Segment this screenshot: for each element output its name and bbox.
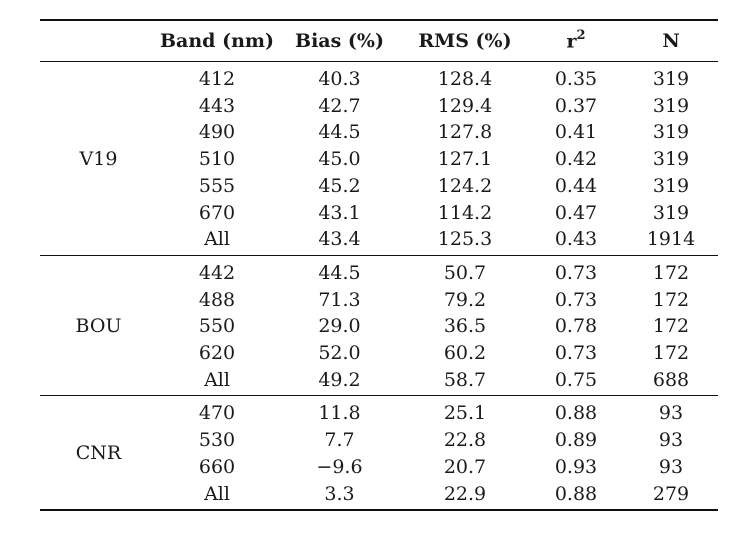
header-n: N (662, 30, 680, 52)
header-r2 (528, 21, 624, 61)
cell-rms: 129.4 (437, 94, 493, 117)
cell-r2: 0.47 (554, 201, 598, 224)
cell-bias: 71.3 (318, 288, 361, 311)
cell-bias: 3.3 (324, 482, 355, 505)
cell-rms: 60.2 (443, 342, 487, 365)
cell-n: 319 (652, 121, 690, 144)
cell-r2: 0.73 (554, 261, 598, 284)
table-row (40, 400, 718, 427)
cell-n: 319 (652, 148, 690, 171)
data-table (40, 21, 718, 509)
cell-band: 550 (198, 315, 236, 338)
cell-bias: 42.7 (318, 94, 361, 117)
cell-band: 660 (198, 455, 236, 478)
group-label: CNR (75, 442, 122, 465)
cell-n: 93 (658, 455, 684, 478)
cell-band: 442 (198, 261, 236, 284)
cell-rms: 20.7 (443, 455, 487, 478)
cell-rms: 22.8 (443, 429, 487, 452)
cell-r2: 0.78 (554, 315, 598, 338)
header-bias: Bias (%) (295, 30, 384, 52)
cell-band: 490 (198, 121, 236, 144)
header-r2-base: r (566, 30, 577, 53)
cell-bias: 29.0 (318, 315, 361, 338)
cell-r2: 0.75 (554, 368, 598, 391)
cell-rms: 79.2 (443, 288, 487, 311)
bottom-rule (40, 509, 718, 511)
cell-bias: 11.8 (318, 402, 361, 425)
cell-r2: 0.88 (554, 402, 598, 425)
header-band: Band (nm) (160, 30, 274, 52)
cell-n: 93 (658, 429, 684, 452)
cell-rms: 22.9 (443, 482, 487, 505)
header-empty (40, 21, 157, 61)
cell-r2: 0.41 (554, 121, 598, 144)
cell-rms: 58.7 (443, 368, 487, 391)
cell-bias: −9.6 (316, 455, 363, 478)
cell-band: All (204, 228, 230, 251)
cell-r2: 0.73 (554, 342, 598, 365)
cell-rms: 50.7 (443, 261, 487, 284)
cell-n: 1914 (646, 228, 696, 251)
cell-rms: 127.1 (437, 148, 493, 171)
cell-band: All (204, 482, 230, 505)
cell-n: 279 (652, 482, 690, 505)
group-label: V19 (79, 148, 118, 171)
cell-n: 688 (652, 368, 690, 391)
cell-band: 470 (198, 402, 236, 425)
cell-rms: 125.3 (437, 228, 493, 251)
cell-bias: 45.0 (318, 148, 361, 171)
cell-r2: 0.44 (554, 174, 598, 197)
cell-n: 319 (652, 174, 690, 197)
cell-band: 530 (198, 429, 236, 452)
cell-band: All (204, 368, 230, 391)
cell-band: 620 (198, 342, 236, 365)
cell-n: 172 (652, 261, 690, 284)
group-label: BOU (75, 315, 122, 338)
cell-bias: 45.2 (318, 174, 361, 197)
cell-bias: 40.3 (318, 68, 361, 90)
cell-n: 319 (652, 68, 690, 90)
cell-n: 172 (652, 288, 690, 311)
table-row (40, 260, 718, 287)
cell-rms: 114.2 (437, 201, 493, 224)
table-body (40, 61, 718, 509)
cell-band: 670 (198, 201, 236, 224)
cell-r2: 0.37 (554, 94, 598, 117)
cell-band: 412 (198, 68, 236, 90)
cell-bias: 44.5 (318, 121, 361, 144)
cell-n: 319 (652, 94, 690, 117)
header-r2-sup: 2 (576, 28, 586, 44)
cell-n: 172 (652, 315, 690, 338)
cell-r2: 0.89 (554, 429, 598, 452)
cell-r2: 0.42 (554, 148, 598, 171)
cell-bias: 7.7 (324, 429, 355, 452)
cell-r2: 0.73 (554, 288, 598, 311)
cell-bias: 49.2 (318, 368, 361, 391)
cell-r2: 0.93 (554, 455, 598, 478)
cell-band: 488 (198, 288, 236, 311)
cell-n: 93 (658, 402, 684, 425)
cell-band: 443 (198, 94, 236, 117)
cell-r2: 0.88 (554, 482, 598, 505)
table-row (40, 66, 718, 93)
cell-band: 555 (198, 174, 236, 197)
cell-rms: 25.1 (443, 402, 487, 425)
cell-rms: 128.4 (437, 68, 493, 90)
cell-rms: 36.5 (443, 315, 487, 338)
header-rms: RMS (%) (418, 30, 512, 52)
statistics-table (40, 19, 718, 511)
cell-rms: 124.2 (437, 174, 493, 197)
cell-bias: 44.5 (318, 261, 361, 284)
cell-r2: 0.43 (554, 228, 598, 251)
cell-n: 319 (652, 201, 690, 224)
cell-bias: 52.0 (318, 342, 361, 365)
cell-r2: 0.35 (554, 68, 598, 90)
cell-n: 172 (652, 342, 690, 365)
cell-bias: 43.1 (318, 201, 361, 224)
cell-bias: 43.4 (318, 228, 361, 251)
cell-rms: 127.8 (437, 121, 493, 144)
header-row (40, 21, 718, 61)
cell-band: 510 (198, 148, 236, 171)
